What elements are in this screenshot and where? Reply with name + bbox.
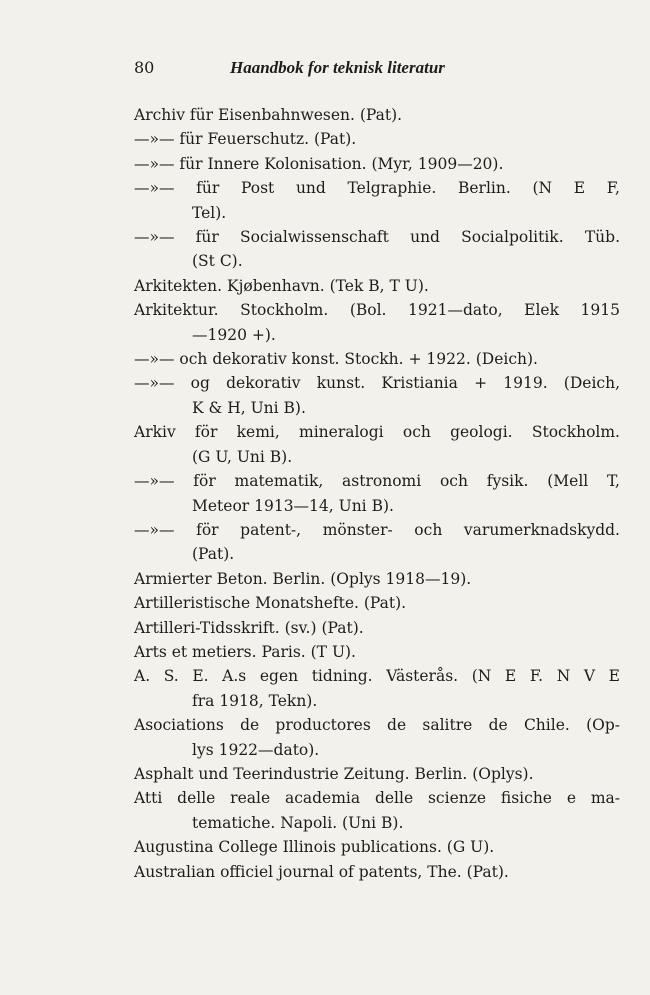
entry-continuation: (G U, Uni B).	[192, 447, 293, 466]
entry-continuation: lys 1922—dato).	[192, 740, 320, 759]
running-title: Haandbok for teknisk literatur	[230, 58, 445, 77]
entry-line: Archiv für Eisenbahnwesen. (Pat).	[134, 106, 403, 124]
entry-line: Artilleristische Monatshefte. (Pat).	[134, 594, 407, 613]
entry-line: Artilleri-Tidsskrift. (sv.) (Pat).	[134, 618, 364, 637]
bibliography-entry	[134, 274, 620, 298]
bibliography-entry	[134, 591, 620, 615]
bibliography-entry	[134, 518, 620, 567]
bibliography-list	[134, 103, 620, 884]
bibliography-entry	[134, 152, 620, 176]
bibliography-entry	[134, 347, 620, 371]
entry-line: Atti delle reale academia delle scienze fisiche e ma-	[134, 789, 620, 808]
bibliography-entry	[134, 469, 620, 518]
entry-line: Arts et metiers. Paris. (T U).	[134, 642, 356, 661]
entry-line: A. S. E. A.s egen tidning. Västerås. (N E F. N V E	[134, 667, 620, 686]
bibliography-entry	[134, 762, 620, 786]
entry-continuation: K & H, Uni B).	[192, 398, 306, 417]
page-number: 80	[134, 58, 155, 77]
entry-line: Australian officiel journal of patents, The. (Pat).	[134, 862, 509, 881]
entry-line: —»— och dekorativ konst. Stockh. + 1922. (Deich).	[134, 350, 538, 369]
bibliography-entry	[134, 713, 620, 762]
bibliography-entry	[134, 664, 620, 713]
entry-line: Augustina College Illinois publications. (G U).	[134, 838, 495, 857]
bibliography-entry	[134, 835, 620, 859]
bibliography-entry	[134, 860, 620, 884]
bibliography-entry	[134, 420, 620, 469]
entry-continuation: —1920 +).	[192, 325, 276, 344]
entry-continuation: (St C).	[192, 252, 243, 271]
entry-line: Armierter Beton. Berlin. (Oplys 1918—19).	[134, 569, 472, 588]
bibliography-entry	[134, 103, 620, 127]
bibliography-entry	[134, 225, 620, 274]
entry-line: Asphalt und Teerindustrie Zeitung. Berlin. (Oplys).	[134, 764, 534, 783]
entry-continuation: fra 1918, Tekn).	[192, 691, 318, 710]
entry-line: —»— für Post und Telgraphie. Berlin. (N E F,	[134, 179, 620, 198]
bibliography-entry	[134, 640, 620, 664]
bibliography-entry	[134, 371, 620, 420]
entry-line: Asociations de productores de salitre de Chile. (Op-	[134, 716, 620, 735]
entry-continuation: Meteor 1913—14, Uni B).	[192, 496, 394, 515]
entry-line: —»— für Socialwissenschaft und Socialpolitik. Tüb.	[134, 228, 620, 247]
entry-line: Arkiv för kemi, mineralogi och geologi. Stockholm.	[134, 423, 620, 442]
bibliography-entry	[134, 567, 620, 591]
bibliography-entry	[134, 127, 620, 151]
entry-line: Arkitektur. Stockholm. (Bol. 1921—dato, Elek 1915	[134, 301, 620, 320]
entry-continuation: Tel).	[192, 203, 227, 222]
entry-line: —»— für Innere Kolonisation. (Myr, 1909—20).	[134, 154, 504, 173]
entry-line: —»— og dekorativ kunst. Kristiania + 1919. (Deich,	[134, 374, 620, 393]
bibliography-entry	[134, 616, 620, 640]
entry-continuation: tematiche. Napoli. (Uni B).	[192, 813, 404, 832]
bibliography-entry	[134, 786, 620, 835]
entry-continuation: (Pat).	[192, 545, 235, 564]
bibliography-entry	[134, 176, 620, 225]
bibliography-entry	[134, 298, 620, 347]
entry-line: —»— för matematik, astronomi och fysik. (Mell T,	[134, 472, 620, 491]
entry-line: —»— för patent-, mönster- och varumerknadskydd.	[134, 520, 620, 539]
entry-line: —»— für Feuerschutz. (Pat).	[134, 130, 357, 149]
entry-line: Arkitekten. Kjøbenhavn. (Tek B, T U).	[134, 276, 429, 295]
